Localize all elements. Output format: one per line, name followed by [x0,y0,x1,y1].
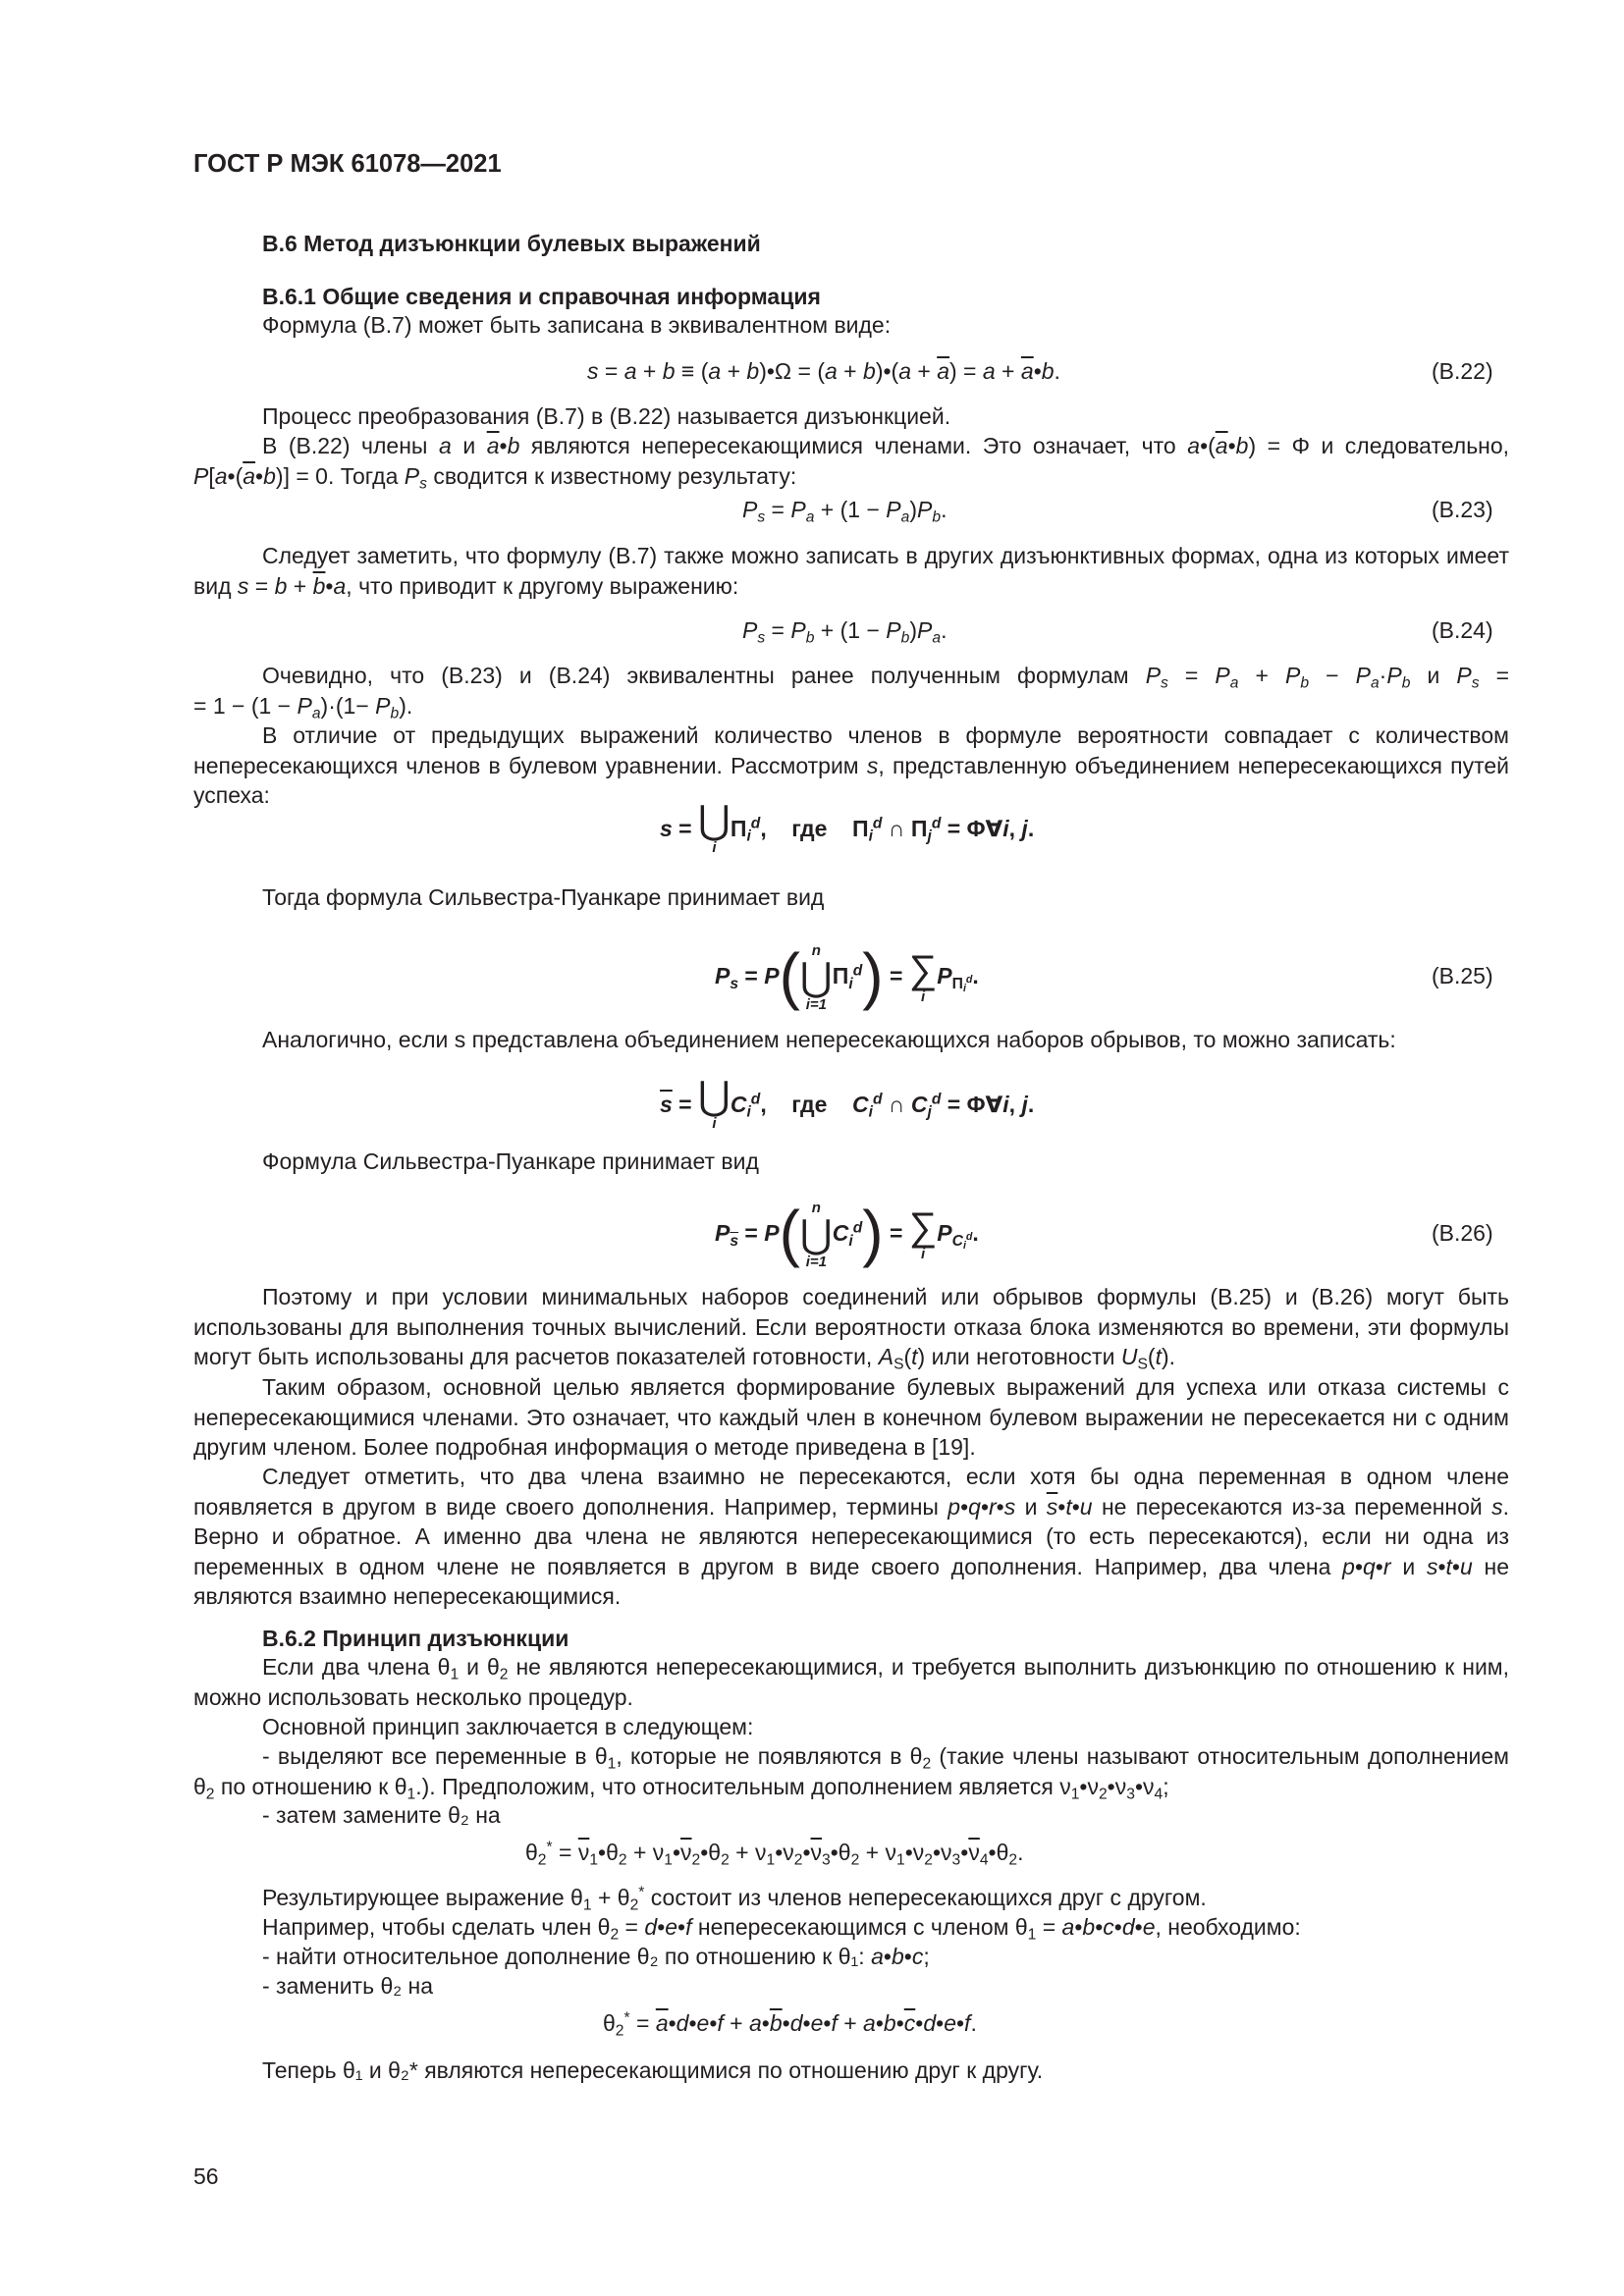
paragraph: Таким образом, основной целью является формирование булевых выражений для успеха или отказа системы с непересекающимися членами. Это означает, что каждый член в конечном булевом выражении не пересекается ни с одним другим членом. Более подробная информация о методе приведена в [19]. [193,1374,1509,1460]
equation-union-paths: s = ⋃ i $\Pi_i^d$, где $\Pi_i^d$ ∩ $\Pi_j^d$ = Φ∀i, j. [660,799,1035,856]
paragraph: Тогда формула Сильвестра-Пуанкаре принимает вид [262,884,825,910]
equation-number: (В.26) [1432,1220,1493,1246]
equation-b25: $P_s = P$( n ⋃ i=1 $\Pi_i^d$) = ∑ i $P_{\Pi_i^d}$. [715,940,979,1013]
subsection-title-2: В.6.2 Принцип дизъюнкции [262,1626,569,1651]
document-header: ГОСТ Р МЭК 61078—2021 [193,150,502,178]
paragraph: Основной принцип заключается в следующем: [262,1714,754,1739]
equation-b22: s = a + b ≡ (a + b)•Ω = (a + b)•(a + $\overline{a}) = a$ + $\overline{a}•b$. [587,358,1060,384]
equation-number: (В.25) [1432,963,1493,988]
paragraph: - затем замените θ₂ на [262,1802,501,1828]
paragraph: Аналогично, если s представлена объединением непересекающихся наборов обрывов, то можно записать: [262,1027,1396,1052]
paragraph: Следует отметить, что два члена взаимно не пересекаются, если хотя бы одна переменная в одном члене появляется в другом в виде своего дополнения. Например, термины p•q•r•s и $\overline{s}•t•u$ не пересекаются из-за переменной s. Верно и обратное. А именно два члена не являются непересекающимися (то есть пересекаются), если ни одна из переменных в одном члене не появляется в другом в виде своего дополнения. Например, два члена p•q•r и s•t•u не являются взаимно непересекающимися. [193,1464,1510,1609]
subsection-title-1: В.6.1 Общие сведения и справочная информация [262,284,821,309]
paragraph: Например, чтобы сделать член $\theta_2$ = d•e•f непересекающимся с членом $\theta_1$ = a•b•c•d•e, необходимо: [262,1914,1301,1944]
equation-union-cuts: $\overline{s}$ = ⋃ i $C_i^d$, где $C_i^d$ ∩ $C_j^d$ = Φ∀i, j. [660,1075,1035,1132]
equation-number: (В.23) [1432,497,1493,522]
paragraph: - найти относительное дополнение θ₂ по отношению к θ₁: a•b•c; [262,1944,930,1969]
paragraph: Следует заметить, что формулу (В.7) также можно записать в других дизъюнктивных формах, одна из которых имеет вид $s = b + \overline{b}•a$, что приводит к другому выражению: [193,543,1509,599]
paragraph: Результирующее выражение $\theta_1 + \theta_2^*$ состоит из членов непересекающихся друг с другом. [262,1884,1207,1914]
paragraph: Формула (В.7) может быть записана в эквивалентном виде: [262,312,892,338]
equation-b23: $P_s = P_a + (1 - P_a)P_b$. [742,497,947,526]
equation-number: (В.22) [1432,358,1493,384]
paragraph: - выделяют все переменные в $\theta_1$, которые не появляются в $\theta_2$ (такие члены называют относительным дополнением $\theta_2$ по отношению к $\theta_1$.). Предположим, что относительным дополнением является $\nu_1•\nu_2•\nu_3•\nu_4$; [193,1743,1509,1803]
paragraph: В отличие от предыдущих выражений количество членов в формуле вероятности совпадает с количеством непересекающихся членов в булевом уравнении. Рассмотрим s, представленную объединением непересекающихся путей успеха: [193,722,1509,808]
paragraph: Поэтому и при условии минимальных наборов соединений или обрывов формулы (В.25) и (В.26) могут быть использованы для выполнения точных вычислений. Если вероятности отказа блока изменяются во времени, эти формулы могут быть использованы для расчетов показателей готовности, $A_S(t)$ или неготовности $U_S(t)$. [193,1284,1509,1373]
paragraph: Процесс преобразования (В.7) в (В.22) называется дизъюнкцией. [262,403,951,429]
page-number: 56 [193,2163,219,2189]
equation-theta2-star: $\theta_2^*$ = $\overline{\nu}_1•\theta_2$ + $\nu_1•\overline{\nu}_2•\theta_2$ + $\nu_1•\nu_2•\overline{\nu}_3•\theta_2$ + $\nu_1•\nu_2•\nu_3•\overline{\nu}_4•\theta_2$. [525,1839,1024,1869]
equation-b24: $P_s = P_b + (1 - P_b)P_a$. [742,617,947,647]
section-title: В.6 Метод дизъюнкции булевых выражений [262,231,761,256]
paragraph: Если два члена $\theta_1$ и $\theta_2$ не являются непересекающимися, и требуется выполнить дизъюнкцию по отношению к ним, можно использовать несколько процедур. [193,1654,1509,1710]
paragraph: В (В.22) члены a и $\overline{a}•b$ являются непересекающимися членами. Это означает, что $a•(\overline{a}•b) = \Phi$ и следовательно, $P[a•(\overline{a}•b)] = 0$. Тогда $P_s$ сводится к известному результату: [193,433,1510,493]
equation-b26: $P_{\overline{s}} = P$( n ⋃ i=1 $C_i^d$) = ∑ i $P_{C_i^d}$. [715,1198,979,1270]
equation-number: (В.24) [1432,617,1493,643]
equation-theta2-star-example: $\theta_2^*$ = $\overline{a}•d•e•f$ + $a•\overline{b}•d•e•f$ + $a•b•\overline{c}•d•e•f$. [603,2009,977,2040]
paragraph: - заменить θ₂ на [262,1973,434,1999]
paragraph: Теперь θ₁ и θ₂* являются непересекающимися по отношению друг к другу. [262,2057,1044,2083]
paragraph: Формула Сильвестра-Пуанкаре принимает вид [262,1148,759,1174]
paragraph: Очевидно, что (В.23) и (В.24) эквивалентны ранее полученным формулам $P_s = P_a + P_b - P_a\cdot P_b$ и $P_s$ = = $1 - (1 - P_a)\cdot(1- P_b)$. [193,663,1510,722]
